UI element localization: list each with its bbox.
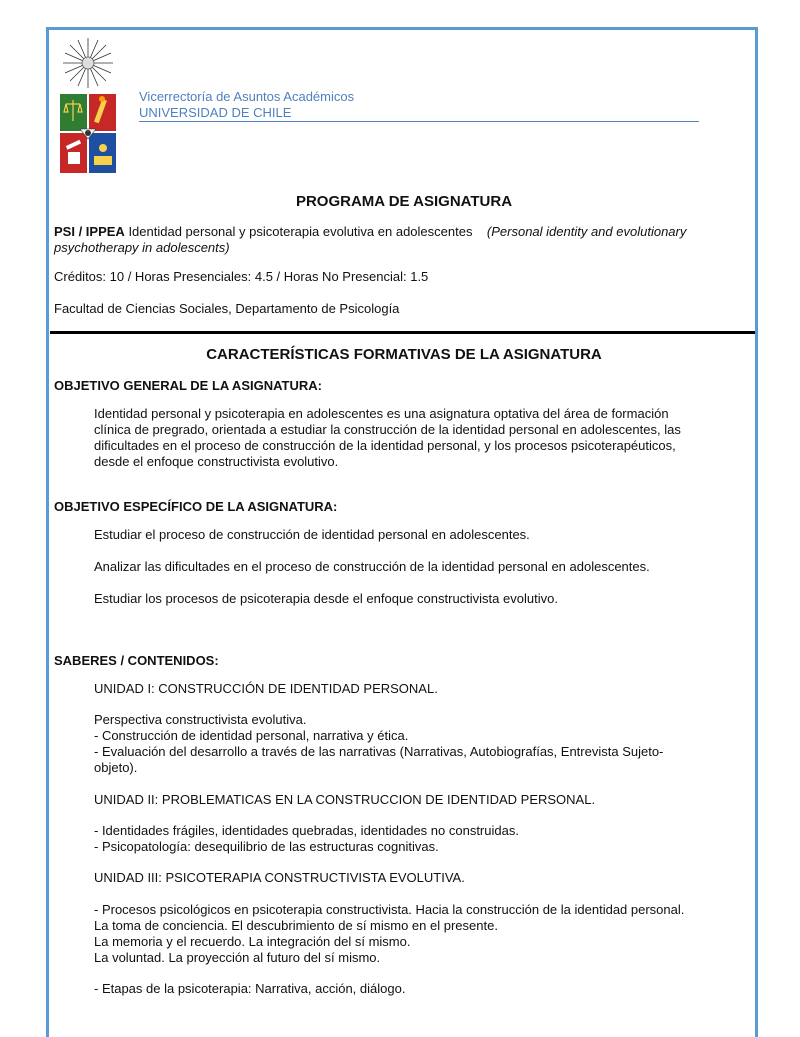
course-code: PSI / IPPEA [54,224,125,239]
section-title: CARACTERÍSTICAS FORMATIVAS DE LA ASIGNATURA [206,346,602,363]
unit1-title: UNIDAD I: CONSTRUCCIÓN DE IDENTIDAD PERSONAL. [94,681,438,696]
text-line: objeto). [94,760,138,775]
specific-objective-item: Analizar las dificultades en el proceso de construcción de la identidad personal en adolescentes. [94,559,650,574]
general-objective-text [94,406,709,470]
text-line: - Evaluación del desarrollo a través de las narrativas (Narrativas, Autobiografías, Entrevista Sujeto- [94,744,664,759]
unit3-content [94,902,709,966]
text-line: clínica de pregrado, orientada a estudiar la construcción de la identidad personal en adolescentes, las [94,422,681,437]
text-line: dificultades en el proceso de construcción de la identidad personal, y los procesos psicoterapéuticos, [94,438,676,453]
text-line: - Psicopatología: desequilibrio de las estructuras cognitivas. [94,839,439,854]
header-underline [139,121,699,122]
unit3-title: UNIDAD III: PSICOTERAPIA CONSTRUCTIVISTA EVOLUTIVA. [94,870,465,885]
unit3-stages-line: - Etapas de la psicoterapia: Narrativa, acción, diálogo. [94,981,406,996]
text-line: La toma de conciencia. El descubrimiento de sí mismo en el presente. [94,918,498,933]
text-line: Identidad personal y psicoterapia en adolescentes es una asignatura optativa del área de formación [94,406,669,421]
specific-objective-heading: OBJETIVO ESPECÍFICO DE LA ASIGNATURA: [54,499,338,514]
university-crest-logo [58,36,118,176]
program-title: PROGRAMA DE ASIGNATURA [295,193,513,210]
text-line: Perspectiva constructivista evolutiva. [94,712,307,727]
text-line: - Construcción de identidad personal, narrativa y ética. [94,728,409,743]
vicerrectoria-label: Vicerrectoría de Asuntos Académicos [139,89,355,104]
general-objective-heading: OBJETIVO GENERAL DE LA ASIGNATURA: [54,378,322,393]
unit2-content [94,823,709,855]
institution-header [139,89,699,121]
credits-line: Créditos: 10 / Horas Presenciales: 4.5 / Horas No Presencial: 1.5 [54,269,429,284]
text-line: La voluntad. La proyección al futuro del sí mismo. [94,950,381,965]
text-line: La memoria y el recuerdo. La integración del sí mismo. [94,934,411,949]
course-english-name: (Personal identity and evolutionary psychotherapy in adolescents) [54,224,687,255]
text-line: - Identidades frágiles, identidades quebradas, identidades no construidas. [94,823,519,838]
specific-objective-item: Estudiar el proceso de construcción de identidad personal en adolescentes. [94,527,530,542]
section-divider [50,331,755,334]
faculty-line: Facultad de Ciencias Sociales, Departamento de Psicología [54,301,400,316]
specific-objective-item: Estudiar los procesos de psicoterapia desde el enfoque constructivista evolutivo. [94,591,558,606]
text-line: - Procesos psicológicos en psicoterapia constructivista. Hacia la construcción de la identidad personal. [94,902,685,917]
unit2-title: UNIDAD II: PROBLEMATICAS EN LA CONSTRUCCION DE IDENTIDAD PERSONAL. [94,792,596,807]
course-identification [54,224,744,256]
course-name: Identidad personal y psicoterapia evolutiva en adolescentes [128,224,473,239]
unit1-content [94,712,709,776]
university-name: UNIVERSIDAD DE CHILE [139,105,292,120]
contents-heading: SABERES / CONTENIDOS: [54,653,219,668]
text-line: desde el enfoque constructivista evolutivo. [94,454,339,469]
